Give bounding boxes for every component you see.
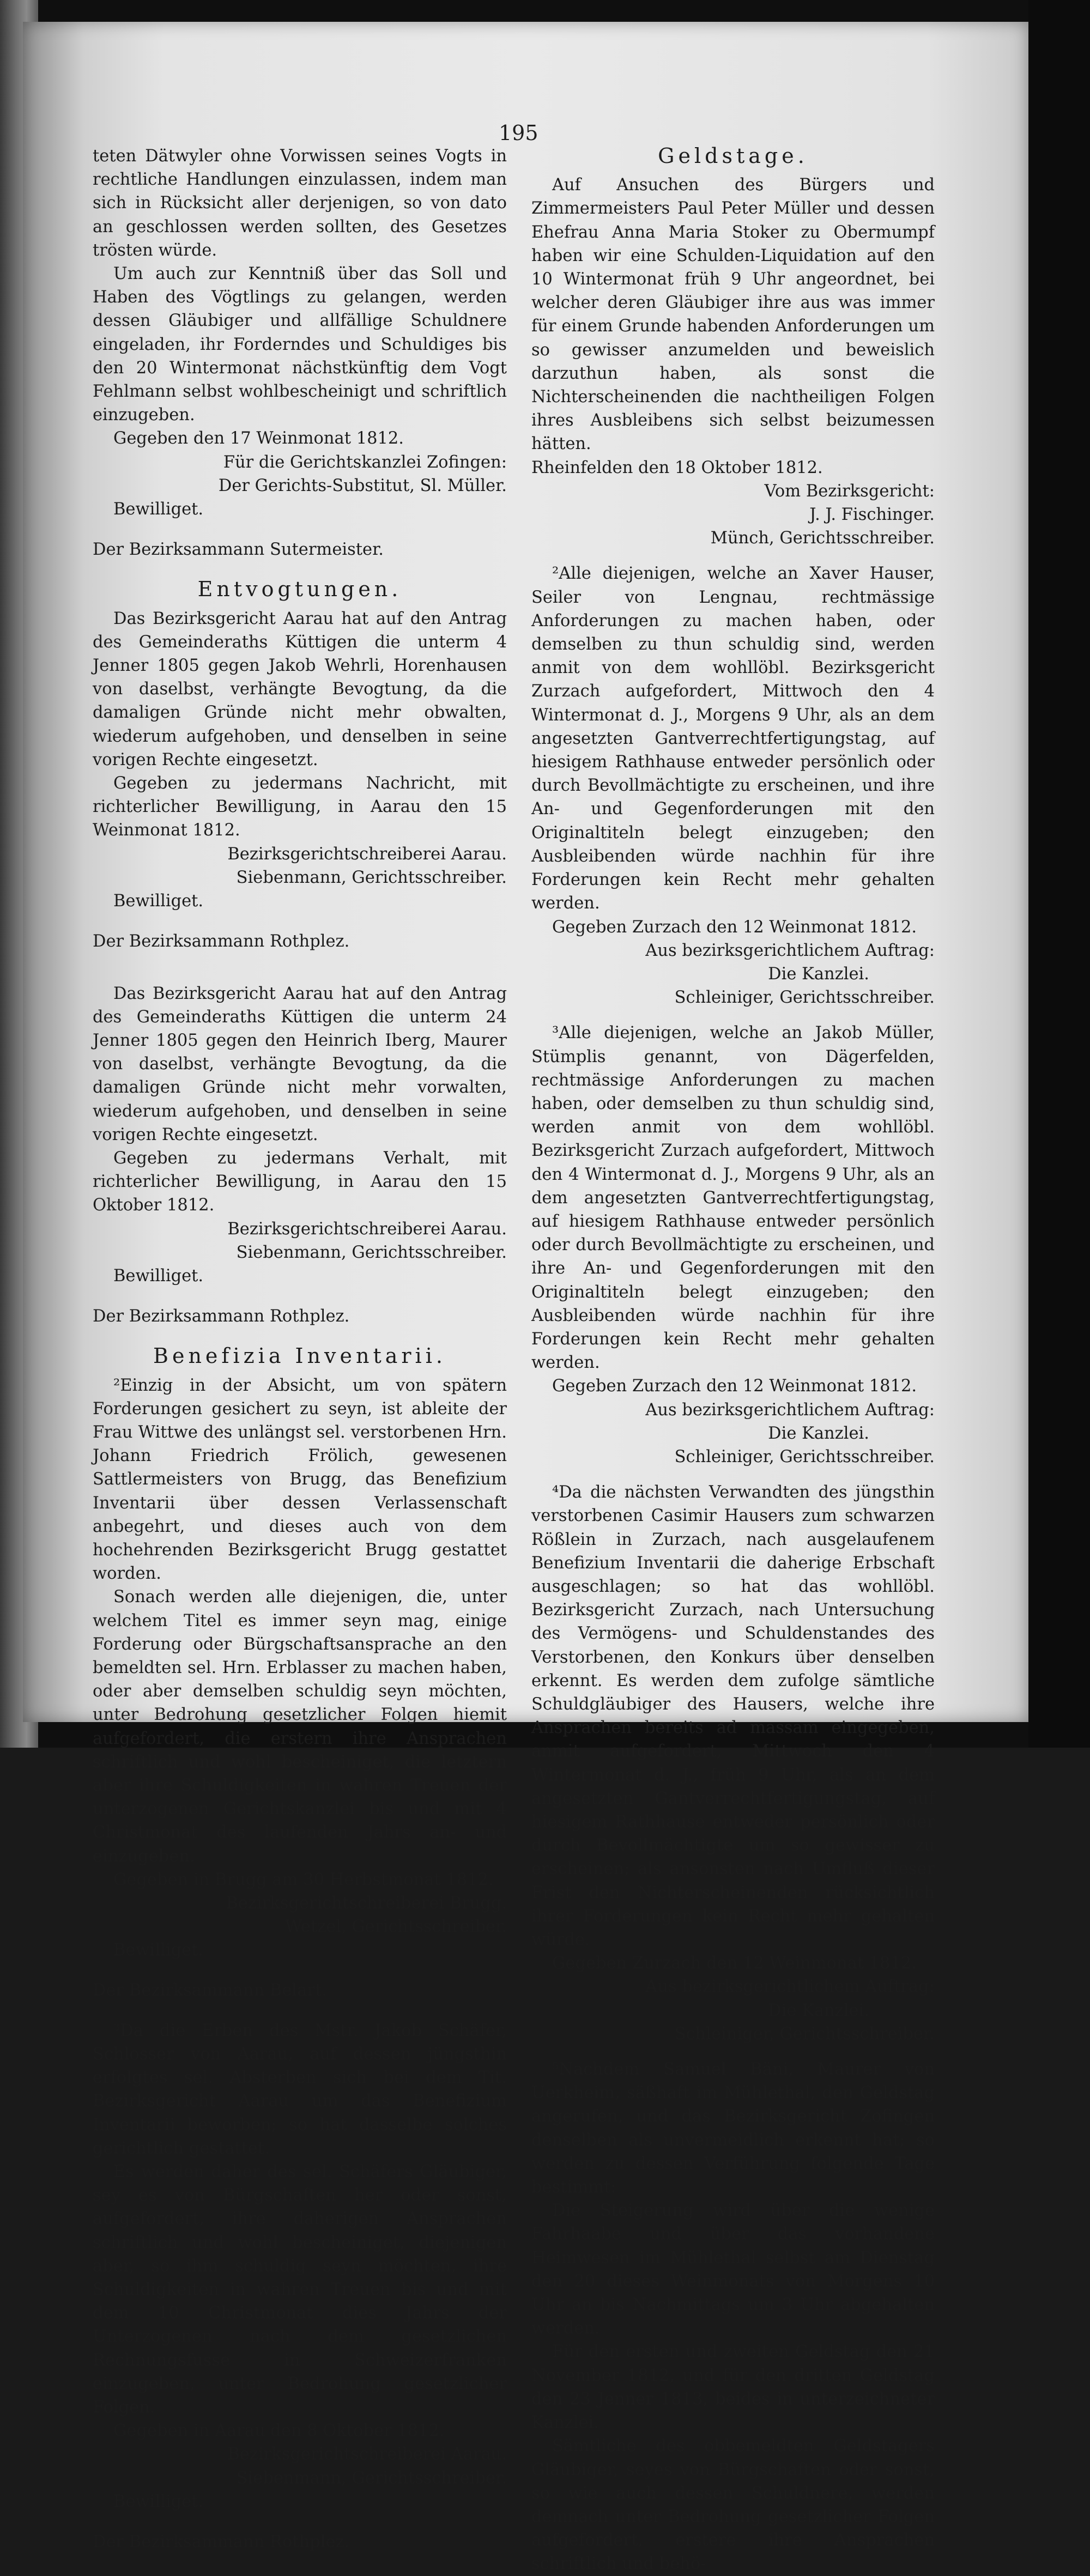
left-column [93, 144, 507, 2570]
notice-paragraph: ²Alle diejenigen, welche an Xaver Hauser, Seiler von Lengnau, rechtmässige Anforderungen zu machen haben, oder demselben zu thun schuldig sind, werden anmit von dem wohllöbl. Bezirksgericht Zurzach aufgefordert, Mittwoch den 4 Wintermonat d. J., Morgens 9 Uhr, als an dem angesetzten Gantverrechtfertigungstag, auf hiesigem Rathhause entweder persönlich oder durch Bevollmächtigte zu erscheinen, und ihre An- und Gegenforderungen mit den Originaltiteln belegt einzugeben; den Ausbleibenden würde nachhin für ihre Forderungen kein Recht mehr gehalten werden. [531, 564, 935, 913]
notice-paragraph: Das Bezirksgericht Aarau hat auf den Antrag des Gemeinderaths Küttigen die unterm 4 Jenner 1805 gegen Jakob Wehrli, Horenhausen von daselbst, verhängte Bevogtung, da die damaligen Gründe nicht mehr obwalten, wiederum aufgehoben, und denselben in seine vorigen Rechte eingesetzt. [93, 609, 507, 769]
section-heading-geldstage: Geldstage. [658, 144, 808, 168]
signature-line: Siebenmann, Gerichtsschreiber. [236, 1242, 507, 1262]
notice-paragraph: Es werden daher des sel. Schäfers Gläubiger, sey es von Bürgschaften her oder sonst, aufgefordert, ihre daherigen Ansprachen schriftlich und wohl bescheiniget, diejenigen aber, so ihm schuldig seyn möchten, ihre Schuldigkeiten in wahren Treuen bis und mit dem 10 Christmonat dies Jahrs der Unterzogenen nach dem gesetzlichen Rechnungsfusse in Schweizerfranken einzugeben, unter Bedrohung gesetzlicher Folgen. [93, 2162, 507, 2417]
notice-paragraph: ³Alle diejenigen, welche an Jakob Müller, Stümplis genannt, von Dägerfelden, rechtmässige Anforderungen zu machen haben, oder demselben zu thun schuldig sind, werden anmit von dem wohllöbl. Bezirksgericht Zurzach aufgefordert, Mittwoch den 4 Wintermonat d. J., Morgens 9 Uhr, als an dem angesetzten Gantverrechtfertigungstag, auf hiesigem Rathhause entweder persönlich oder durch Bevollmächtigte zu erscheinen, und ihre An- und Gegenforderungen mit den Originaltiteln belegt einzugeben; den Ausbleibenden würde nachhin für ihre Forderungen kein Recht mehr gehalten werden. [531, 1023, 935, 1373]
scan-background [1028, 0, 1090, 1748]
notice-paragraph: Die Steigerung wird über die wenige Fahrhaabe und über das vorhandene Heimwesen im Mühlethal selbst am Dienstag den 20 dieses Weinmonats von Morgens 10 Uhr an bis Nachmittags um 3 Uhr abgehalten werden. [531, 2201, 935, 2338]
signature-line: Die Kanzlei. [768, 964, 869, 984]
signature-line: Die Kanzlei. [768, 1423, 869, 1443]
signature-line: Aus bezirksgerichtlichem Auftrag: [645, 1400, 935, 1420]
signature-line: Münch, Gerichtsschreiber. [710, 529, 935, 548]
signature-line: Vom Bezirksgericht: [764, 481, 935, 501]
notice-paragraph: ⁵Nachdem Samuel Bäni, Maurer von Uerkheim, säßhaft im Mühlethal, den Geldstag angerufen, und das Bezirksgericht Zofingen denselben als unvermeidlich erkennt hat; so werden zu dessen Verführung folgende Tage bestimmt: [531, 2060, 935, 2197]
date-line: Rheinfelden den 18 Oktober 1812. [531, 458, 823, 477]
signature-line: Aus bezirksgerichtlichem Auftrag: [645, 941, 935, 960]
signature-line: Schleiniger, Gerichtsschreiber. [674, 1447, 935, 1466]
notice-paragraph: Sämtliche des obbemeldten Geldstagers Gläubiger, seyes von Bürgschaften oder sonst, so wie auch dessen Schuldnere, werden demnach unter Bedrohung gesetzlicher Folgen aufgefordert, erstere ihre Ansprachen schriftlich und behö- [531, 2436, 935, 2574]
signature-line: Siebenmann, Gerichtsschreiber. [236, 2468, 507, 2488]
notice-paragraph: Das Bezirksgericht Aarau hat auf den Antrag des Gemeinderaths Küttigen die unterm 24 Jenner 1805 gegen den Heinrich Iberg, Maurer von daselbst, verhängte Bevogtung, da die damaligen Gründe nicht mehr vorwalten, wiederum aufgehoben, und denselben in seine vorigen Rechte eingesetzt. [93, 984, 507, 1144]
signature-line: Schleiniger, Gerichtsschreiber. [674, 2024, 935, 2044]
approval-line: Bewilliget. [113, 892, 204, 911]
notice-paragraph: ³Da die Erben des Mstr. Jakob Schäfer, Schlosser von Aarau, auf dessen jüngsthin erfolgtes sel. Absterben sich bei dem Tit. Bezirksgericht Aarau um das Benefizium Inventarii beworben; so hat dasselbe solches gerichtlich gestattet. [93, 2021, 507, 2158]
official-line: Der Bezirksammann Belart. [93, 1981, 327, 2001]
date-line: Gegeben Zurzach den 12 Weinmonat 1812. [552, 1377, 917, 1396]
approval-line: Bewilliget. [113, 1266, 204, 1286]
date-line: Gegeben Zurzach den 12 Weinmonat 1812. [552, 917, 917, 937]
signature-line: Bezirksgerichtschreiberei Aarau. [227, 1219, 507, 1239]
signature-line: Aus bezirksgerichtlichem Auftrag: [645, 1977, 935, 1997]
official-line: Der Bezirksammann Rothplez. [93, 1306, 350, 1326]
intro-paragraph: teten Dätwyler ohne Vorwissen seines Vogts in rechtliche Handlungen einzulassen, indem man sich in Rücksicht aller derjenigen, so von dato an geschlossen werden sollten, des Gesetzes trösten würde. [93, 147, 507, 260]
signature-line: Der Gerichts-Substitut, Sl. Müller. [218, 476, 507, 495]
official-line: Der Bezirksammann Rothplez. [93, 2532, 350, 2551]
signature-line: Siebenmann, Gerichtsschreiber. [236, 868, 507, 887]
signature-line: Bezirksgerichtschreiberei Aarau. [227, 2445, 507, 2464]
paragraph: Um auch zur Kenntniß über das Soll und Haben des Vögtlings zu gelangen, werden dessen Gläubiger und allfällige Schuldnere eingeladen, ihr Forderndes und Schuldiges bis den 20 Wintermonat nächstkünftig dem Vogt Fehlmann selbst wohlbescheinigt und schriftlich einzugeben. [93, 264, 507, 425]
date-line: Gegeben in Brugg am 30 Herbstmonat 1812. [113, 1870, 494, 1889]
page-number: 195 [499, 121, 538, 145]
official-line: Der Bezirksammann Sutermeister. [93, 540, 384, 559]
signature-line: J. J. Fischinger. [809, 505, 935, 525]
notice-paragraph: ⁴Da die nächsten Verwandten des jüngsthin verstorbenen Casimir Hausers zum schwarzen Rößlein in Zurzach, nach ausgelaufenem Benefizium Inventarii die daherige Erbschaft ausgeschlagen; so hat das wohllöbl. Bezirksgericht Zurzach, nach Untersuchung des Vermögens- und Schuldenstandes des Verstorbenen, den Konkurs über denselben erkennt. Es werden dem zufolge sämtliche Schuldgläubiger des Hausers, welche ihre Ansprachen bereits ad massam eingegeben, anmit aufgefordert, Mittwoch den 4 Wintermonat d. J., früh 9 Uhr, als an dem angesetzten Gantverrechtfertigungstag, auf hiesigem Rathhause entweder persönlich oder durch Bevollmächtigte um so gewisser zu erscheinen; als ansonsten nach Umfluß dieser Frist den Nichterscheinenden rücksichtlich ihrer Forderungen kein Recht mehr gehalten würde. [531, 1483, 935, 1950]
date-line: Gegeben zu jedermans Nachricht, mit richterlicher Bewilligung, in Aarau den 15 Weinmonat 1812. [93, 774, 507, 840]
signature-line: Für die Gerichtskanzlei Zofingen: [223, 452, 507, 472]
official-line: Der Bezirksammann Rothplez. [93, 931, 350, 951]
notice-paragraph: ²Einzig in der Absicht, um von spätern Forderungen gesichert zu seyn, ist ableite der Frau Wittwe des unlängst sel. verstorbenen Hrn. Johann Friedrich Frölich, gewesenen Sattlermeisters von Brugg, das Benefizium Inventarii über dessen Verlassenschaft anbegehrt, und dieses auch von dem hochehrenden Bezirksgericht Brugg gestattet worden. [93, 1375, 507, 1584]
signature-line: Schleiniger, Gerichtsschreiber. [674, 988, 935, 1008]
signature-line: Bezirksgerichtschreiberei Brugg. [226, 1894, 507, 1913]
approval-line: Bewilliget. [113, 500, 204, 519]
notice-paragraph: Sonach werden alle diejenigen, die, unter welchem Titel es immer seyn mag, einige Forderung oder Bürgschaftsansprache an den bemeldten sel. Hrn. Erblasser zu machen haben, oder aber demselben schuldig seyn möchten, unter Bedrohung gesetzlicher Folgen hiemit aufgefordert, die erstern ihre Ansprachen schriftlich und wohl bescheiniget, die letztern aber ihre Schuldigkeiten in wahren Treuen der unterzogenen Gerichtskanzlei bis und mit 4 Christmonat des laufenden Jahrs an- und einzugeben. [93, 1587, 507, 1866]
notice-paragraph: Für den ersten und zweiten Geldstag den 21 November 1812, und für den dritten Geldstag den 23 Jenner 1813, beides in unterzeichneter Kanzlei. [531, 2342, 935, 2433]
date-line: Gegeben den 17 Weinmonat 1812. [113, 429, 404, 448]
date-line: Gegeben in Aarau den 8 Oktober 1812. [113, 2421, 445, 2441]
date-line: Gegeben zu jedermans Verhalt, mit richterlicher Bewilligung, in Aarau den 15 Oktober 1812. [93, 1148, 507, 1215]
signature-line: Die Kanzlei. [768, 2001, 869, 2020]
section-heading-benefizia: Benefizia Inventarii. [153, 1344, 446, 1368]
section-heading-entvogtungen: Entvogtungen. [197, 577, 402, 602]
approval-line: Bewilliget. [113, 2492, 204, 2511]
date-line: Gegeben Zurzach den 12 Weinmonat 1812. [552, 1954, 917, 1973]
approval-line: Bewilliget. [113, 1941, 204, 1960]
signature-line: Bezirksgerichtschreiberei Aarau. [227, 844, 507, 864]
notice-paragraph: Auf Ansuchen des Bürgers und Zimmermeisters Paul Peter Müller und dessen Ehefrau Anna Maria Stoker zu Obermumpf haben wir eine Schulden-Liquidation auf den 10 Wintermonat früh 9 Uhr angeordnet, bei welcher deren Gläubiger ihre aus was immer für einem Grunde habenden Anforderungen um so gewisser anzumelden und beweislich darzuthun haben, als sonst die Nichterscheinenden die nachtheiligen Folgen ihres Ausbleibens sich selbst beizumessen hätten. [531, 175, 935, 454]
right-column [531, 144, 935, 2576]
signature-line: Wetzel, Gerichtsschreiber. [284, 1917, 507, 1937]
